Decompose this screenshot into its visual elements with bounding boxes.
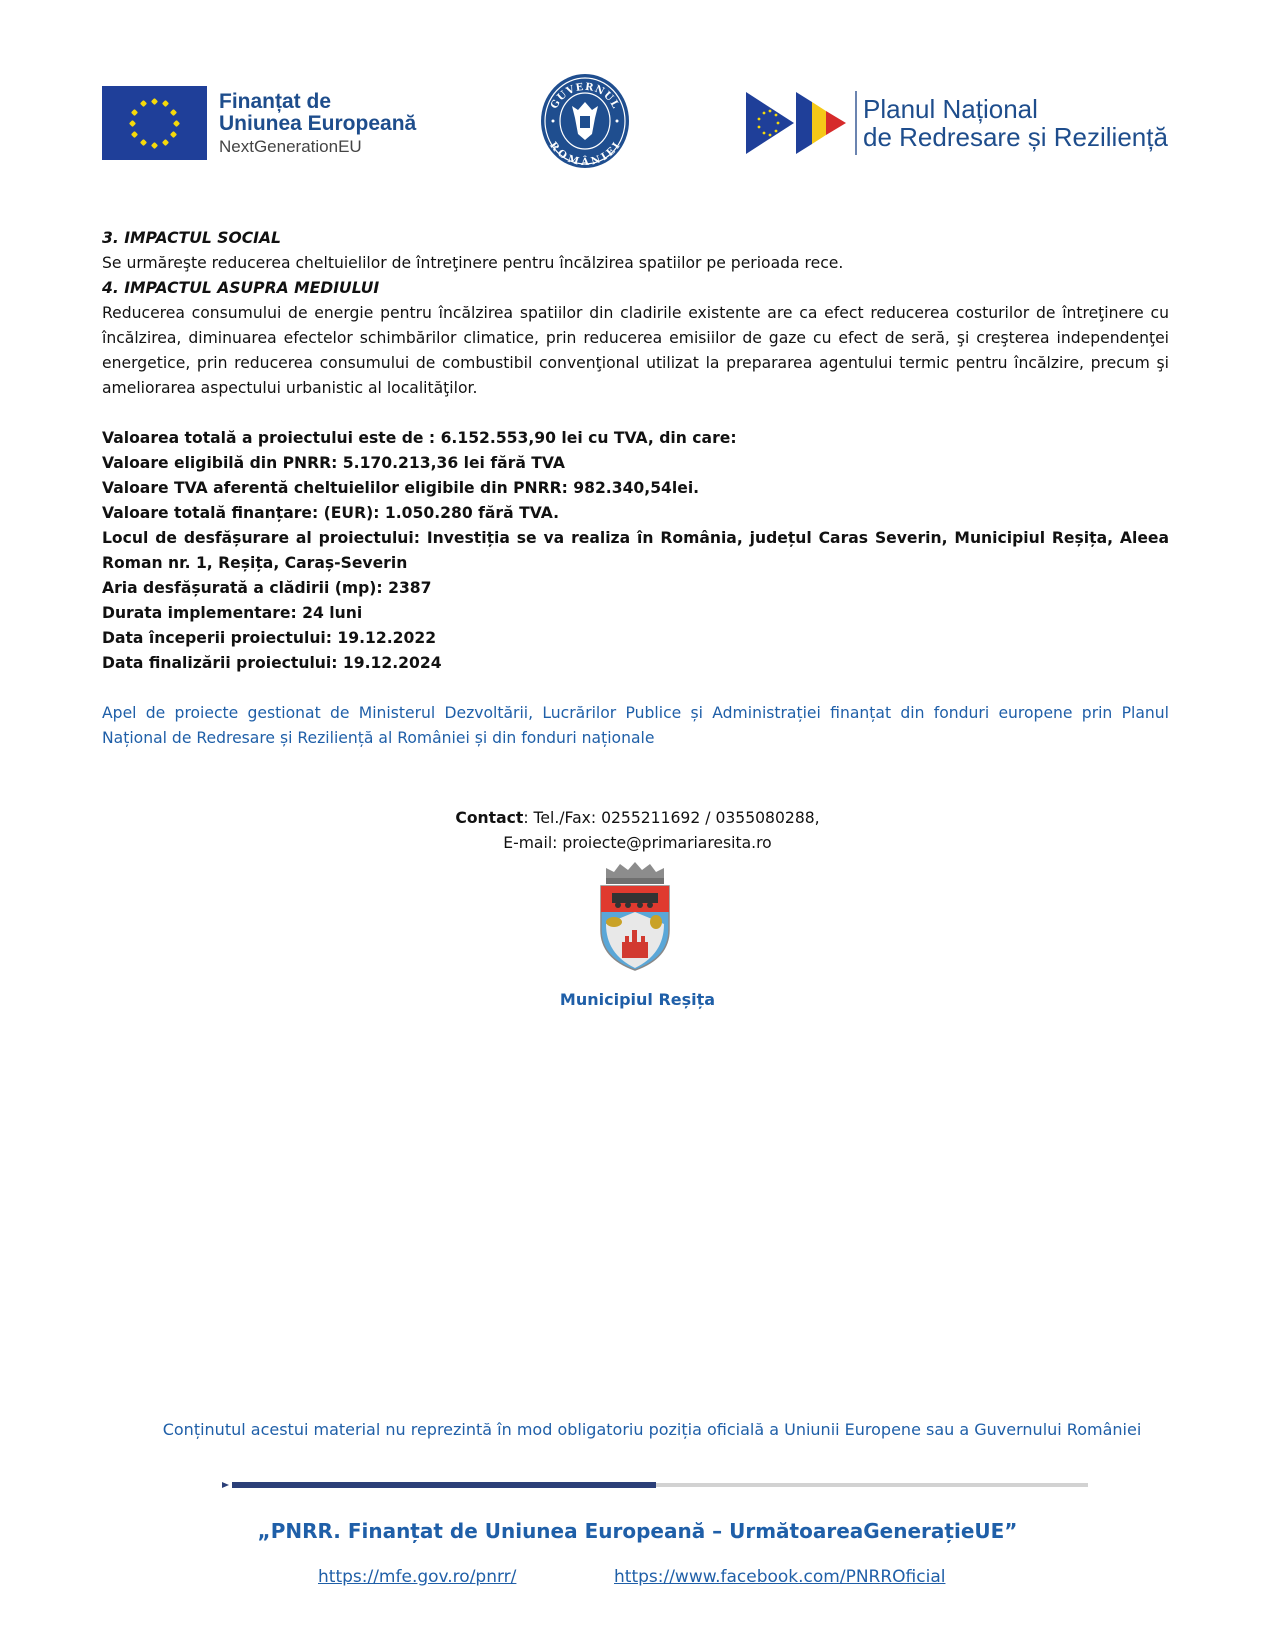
eu-star-icon: [161, 100, 168, 107]
gov-logo-bottom-text: ROMÂNIEI: [547, 140, 624, 169]
resita-crest: [596, 860, 674, 972]
municipality-name: Municipiul Reșița: [559, 990, 716, 1009]
call-note: Apel de proiecte gestionat de Ministerul Dezvoltării, Lucrărilor Publice și Administrației finanțat din fonduri europene prin Planul Național de Redresare și Reziliență al României și din fonduri naționale: [102, 704, 1169, 747]
footer-divider: [222, 1482, 1088, 1488]
project-value-eligible: Valoare eligibilă din PNRR: 5.170.213,36 lei fără TVA: [102, 454, 565, 472]
divider-arrow-icon: [222, 1482, 229, 1488]
eu-star-icon: [131, 130, 138, 137]
resita-coat-of-arms-icon: [596, 860, 674, 972]
eu-star-icon: [170, 108, 177, 115]
project-value-eur: Valoare totală finanțare: (EUR): 1.050.280 fără TVA.: [102, 504, 559, 522]
section-text-social: Se urmăreşte reducerea cheltuielilor de întreţinere pentru încălzirea spatiilor pe perioada rece.: [102, 254, 844, 272]
pnrr-logo-line2: de Redresare și Reziliență: [863, 122, 1168, 152]
footer-disclaimer: Conținutul acestui material nu reprezintă în mod obligatoriu poziția oficială a Uniunii Europene sau a Guvernului României: [162, 1420, 1142, 1439]
project-value-total: Valoarea totală a proiectului este de : 6.152.553,90 lei cu TVA, din care:: [102, 429, 737, 447]
eu-star-icon: [172, 119, 179, 126]
eu-star-icon: [139, 139, 146, 146]
pnrr-logo-line1: Planul Național: [863, 93, 1038, 124]
section-heading-environment: 4. IMPACTUL ASUPRA MEDIULUI: [102, 279, 380, 297]
eu-logo-line3: NextGenerationEU: [219, 136, 362, 156]
footer-slogan: „PNRR. Finanțat de Uniunea Europeană – UrmătoareaGenerațieUE”: [257, 1519, 1018, 1543]
gov-logo-top-text: GUVERNUL: [548, 81, 622, 111]
romanian-government-logo: [540, 72, 630, 170]
contact-block: [0, 806, 1275, 856]
eu-star-icon: [150, 141, 157, 148]
section-text-environment: Reducerea consumului de energie pentru încălzirea spatiilor din cladirile existente are ca efect reducerea costurilor de întreţinere cu încălzirea, diminuarea efectelor schimbărilor climatice, prin reducerea emisiilor de gaze cu efect de seră, şi creşterea independenţei energetice, prin reducerea consumului de combustibil convenţional utilizat la prepararea agentului termic pentru încălzire, precum şi ameliorarea aspectului urbanistic al localităţilor.: [102, 304, 1169, 397]
romanian-coat-of-arms-icon: [540, 72, 630, 170]
eu-star-icon: [150, 97, 157, 104]
project-value-vat: Valoare TVA aferentă cheltuielilor eligibile din PNRR: 982.340,54lei.: [102, 479, 700, 497]
pnrr-logo: [746, 88, 1168, 158]
eu-star-icon: [139, 100, 146, 107]
pnrr-arrows-icon: [746, 92, 851, 154]
project-location: Locul de desfășurare al proiectului: Investiția se va realiza în România, județul Caras Severin, Municipiul Reșița, Aleea Roman nr. 1, Reșița, Caraș-Severin: [102, 529, 1169, 572]
eu-flag-icon: [102, 86, 207, 160]
facebook-pnrr-link[interactable]: https://www.facebook.com/PNRROficial: [614, 1567, 946, 1587]
eu-star-icon: [131, 108, 138, 115]
pnrr-logo-separator: [855, 91, 857, 155]
contact-label: Contact: [455, 809, 524, 827]
document-body: [102, 226, 1169, 751]
mfe-pnrr-link[interactable]: https://mfe.gov.ro/pnrr/: [318, 1567, 517, 1587]
eu-funding-logo: [102, 86, 416, 160]
contact-phone: : Tel./Fax: 0255211692 / 0355080288,: [523, 809, 820, 827]
project-area: Aria desfășurată a clădirii (mp): 2387: [102, 579, 432, 597]
eu-star-icon: [128, 119, 135, 126]
eu-logo-line2: Uniunea Europeană: [219, 111, 417, 135]
project-start-date: Data începerii proiectului: 19.12.2022: [102, 629, 437, 647]
section-heading-social: 3. IMPACTUL SOCIAL: [102, 229, 281, 247]
eu-star-icon: [170, 130, 177, 137]
contact-email: E-mail: proiecte@primariaresita.ro: [503, 834, 772, 852]
eu-star-icon: [161, 139, 168, 146]
project-duration: Durata implementare: 24 luni: [102, 604, 363, 622]
eu-logo-line1: Finanțat de: [219, 89, 332, 113]
project-end-date: Data finalizării proiectului: 19.12.2024: [102, 654, 442, 672]
